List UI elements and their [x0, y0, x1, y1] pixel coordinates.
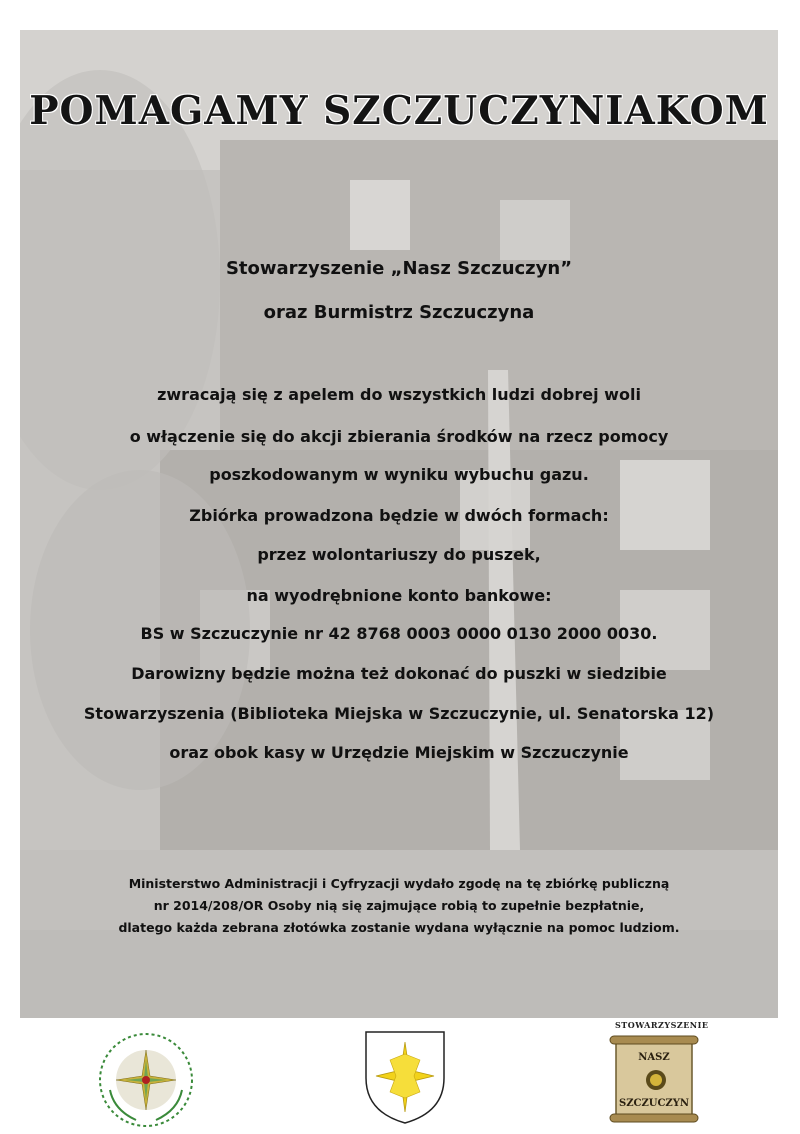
- association-label: STOWARZYSZENIE: [615, 1020, 709, 1030]
- body-line: przez wolontariuszy do puszek,: [257, 545, 541, 564]
- library-star-emblem-icon: [96, 1030, 196, 1130]
- intro-line-1: Stowarzyszenie „Nasz Szczuczyn”: [225, 258, 573, 279]
- body-line: o włączenie się do akcji zbierania środków na rzecz pomocy: [129, 427, 669, 446]
- poster-title: POMAGAMY SZCZUCZYNIAKOM: [29, 88, 769, 134]
- footnote-line: dlatego każda zebrana złotówka zostanie wydana wyłącznie na pomoc ludziom.: [118, 920, 680, 935]
- body-line: na wyodrębnione konto bankowe:: [246, 586, 552, 605]
- scroll-text-top: NASZ: [638, 1052, 670, 1063]
- footnote-line: Ministerstwo Administracji i Cyfryzacji wydało zgodę na tę zbiórkę publiczną: [128, 876, 670, 891]
- body-line: Stowarzyszenia (Biblioteka Miejska w Szczuczynie, ul. Senatorska 12): [83, 704, 715, 723]
- body-line: oraz obok kasy w Urzędzie Miejskim w Szczuczynie: [169, 743, 629, 762]
- footnote-line: nr 2014/208/OR Osoby nią się zajmujące robią to zupełnie bezpłatnie,: [153, 898, 645, 913]
- poster-panel: [20, 30, 778, 1018]
- scroll-text-bottom: SZCZUCZYN: [618, 1098, 690, 1109]
- body-line: Zbiórka prowadzona będzie w dwóch formach:: [189, 506, 609, 525]
- bank-account-line: BS w Szczuczynie nr 42 8768 0003 0000 0130 2000 0030.: [140, 624, 658, 643]
- body-line: Darowizny będzie można też dokonać do puszki w siedzibie: [131, 664, 667, 683]
- star-shield-icon: [362, 1028, 448, 1126]
- body-line: zwracają się z apelem do wszystkich ludzi dobrej woli: [157, 385, 641, 404]
- intro-line-2: oraz Burmistrz Szczuczyna: [263, 302, 535, 323]
- scroll-emblem-icon: [604, 1032, 704, 1127]
- body-line: poszkodowanym w wyniku wybuchu gazu.: [209, 465, 589, 484]
